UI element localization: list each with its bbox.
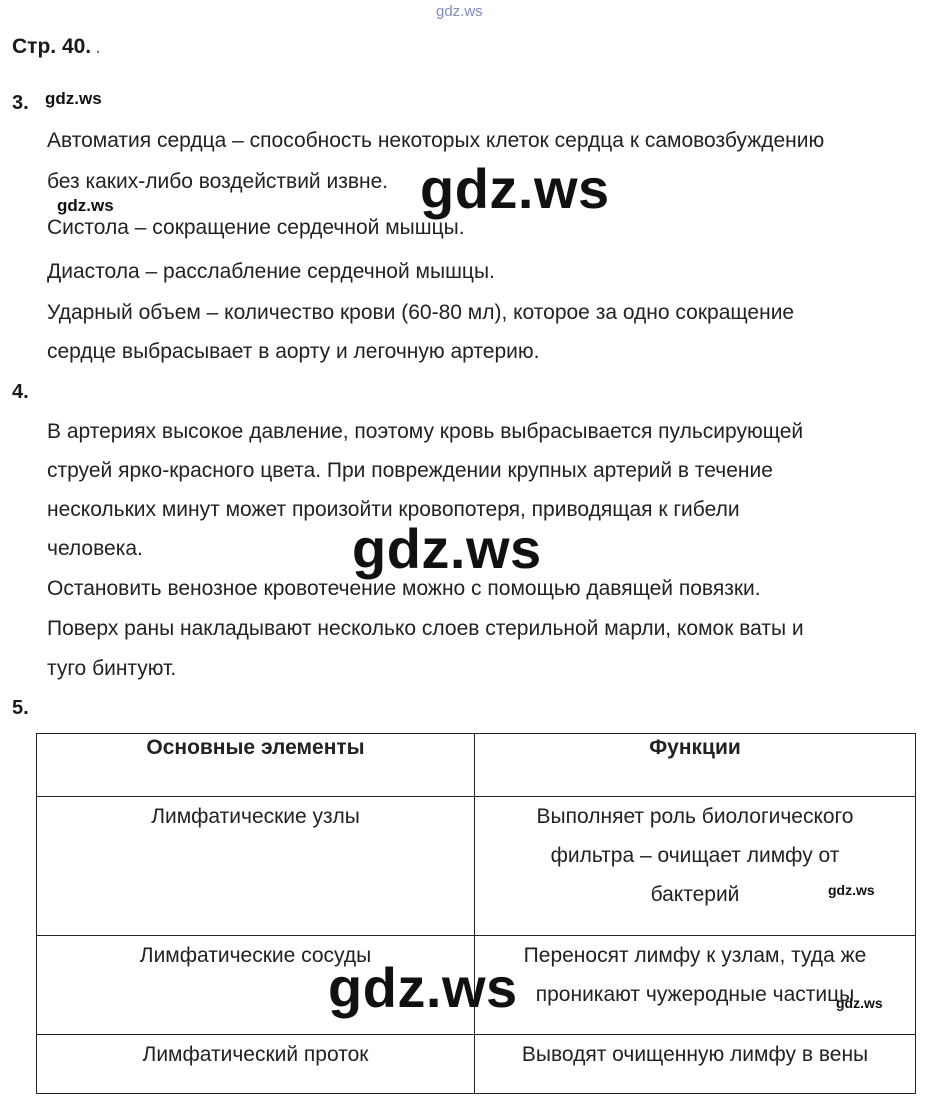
table-header-functions <box>475 734 916 797</box>
section-4-line-2: струей ярко-красного цвета. При повреждении крупных артерий в течение <box>47 459 773 482</box>
table-cell-function <box>475 1035 916 1094</box>
watermark-small-1: gdz.ws <box>45 89 102 108</box>
page-title <box>12 35 101 59</box>
table-header-elements-label: Основные элементы <box>146 736 365 759</box>
table-cell-function-line: проникают чужеродные частицы <box>535 983 855 1006</box>
table-row <box>37 1035 916 1094</box>
section-4-line-7: туго бинтуют. <box>47 657 177 680</box>
table-header-row <box>37 734 916 797</box>
table-cell-function-line: Переносят лимфу к узлам, туда же <box>523 944 867 967</box>
table-cell-element <box>37 1035 475 1094</box>
watermark-small-3: gdz.ws <box>828 882 875 898</box>
watermark-small-2: gdz.ws <box>57 196 114 215</box>
section-3-line-5: Ударный объем – количество крови (60-80 мл), которое за одно сокращение <box>47 301 795 324</box>
watermark-large-1: gdz.ws <box>420 157 610 220</box>
section-5-number: 5. <box>12 697 29 719</box>
page-title-text: Стр. 40. <box>12 35 92 58</box>
page-title-dot: . <box>95 35 101 58</box>
watermark-large-3: gdz.ws <box>328 956 518 1019</box>
table-cell-function-line: фильтра – очищает лимфу от <box>550 844 840 867</box>
table-cell-element-text: Лимфатические сосуды <box>139 944 372 967</box>
table-cell-element-text: Лимфатический проток <box>142 1043 369 1066</box>
table-cell-function <box>475 936 916 1035</box>
table-cell-function-line: Выводят очищенную лимфу в вены <box>521 1043 869 1066</box>
watermark-small-4: gdz.ws <box>836 995 883 1011</box>
section-3-line-4: Диастола – расслабление сердечной мышцы. <box>47 260 495 283</box>
section-4-line-3: нескольких минут может произойти кровопотеря, приводящая к гибели <box>47 498 740 521</box>
table-row <box>37 797 916 936</box>
section-3-line-1: Автоматия сердца – способность некоторых клеток сердца к самовозбуждению <box>47 129 825 152</box>
table-header-functions-label: Функции <box>649 736 741 759</box>
section-3-line-3: Систола – сокращение сердечной мышцы. <box>47 216 465 239</box>
lymph-system-table <box>36 733 916 1094</box>
section-4-number: 4. <box>12 381 29 403</box>
section-3-number: 3. <box>12 92 29 114</box>
watermark-top: gdz.ws <box>436 3 483 20</box>
section-3-line-2: без каких-либо воздействий извне. <box>47 170 389 193</box>
table-cell-element-text: Лимфатические узлы <box>151 805 360 828</box>
watermark-large-2: gdz.ws <box>352 517 542 580</box>
section-4-line-5: Остановить венозное кровотечение можно с помощью давящей повязки. <box>47 577 761 600</box>
section-3-line-6: сердце выбрасывает в аорту и легочную артерию. <box>47 340 540 363</box>
table-cell-element <box>37 797 475 936</box>
table-header-elements <box>37 734 475 797</box>
table-cell-function <box>475 797 916 936</box>
section-4-line-1: В артериях высокое давление, поэтому кровь выбрасывается пульсирующей <box>47 420 804 443</box>
table-cell-function-line: Выполняет роль биологического <box>536 805 854 828</box>
section-4-line-6: Поверх раны накладывают несколько слоев стерильной марли, комок ваты и <box>47 617 804 640</box>
table-cell-function-line: бактерий <box>650 883 740 906</box>
section-4-line-4: человека. <box>47 537 143 560</box>
